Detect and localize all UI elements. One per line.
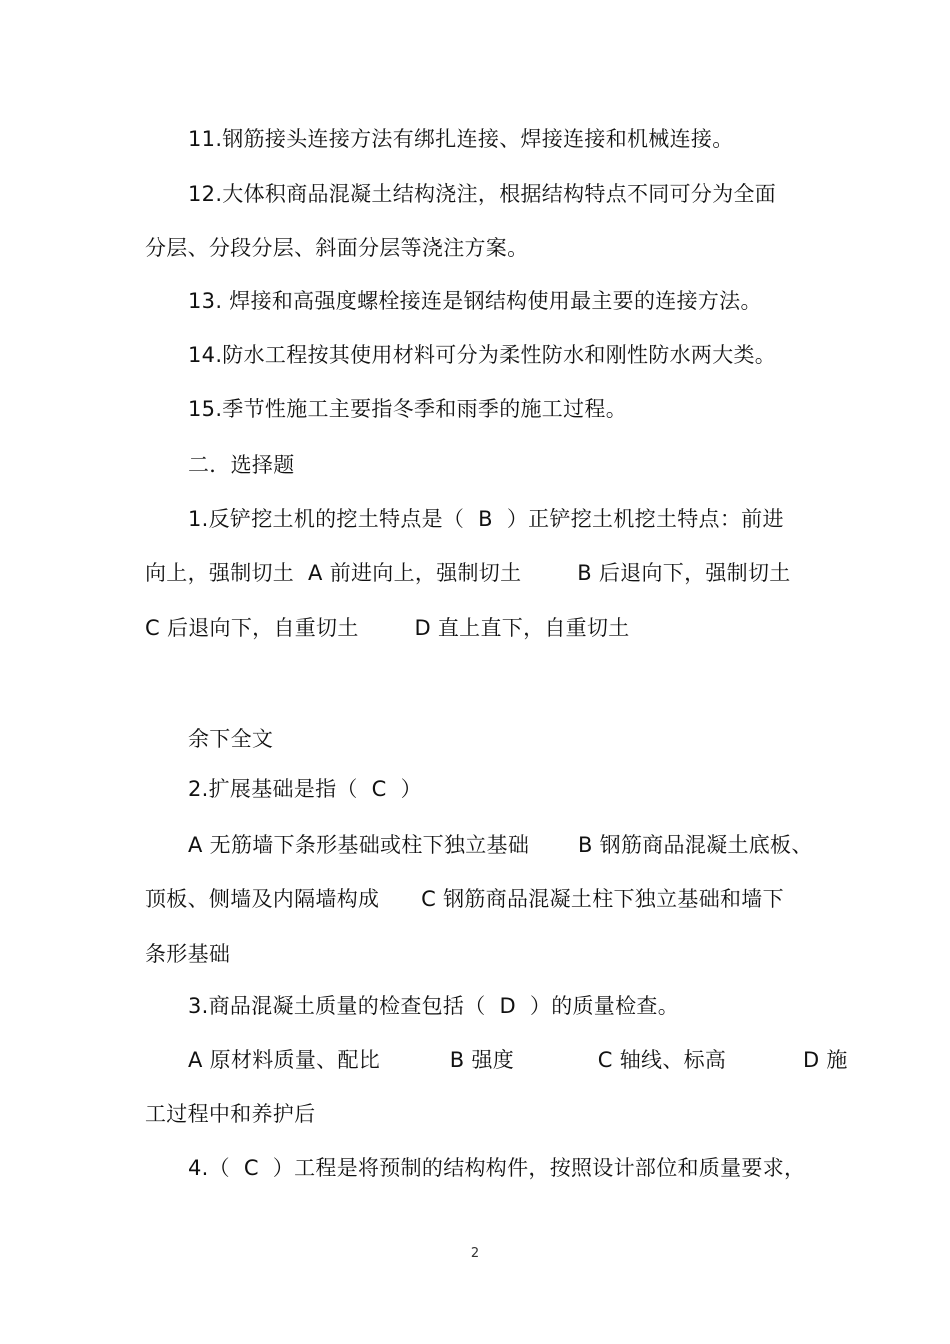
- page-number: 2: [470, 1246, 480, 1261]
- item-15: 15.季节性施工主要指冬季和雨季的施工过程。: [188, 397, 627, 421]
- item-13: 13. 焊接和高强度螺栓接连是钢结构使用最主要的连接方法。: [188, 289, 762, 313]
- question-1-line-3: C 后退向下，自重切土 D 直上直下，自重切土: [145, 616, 630, 640]
- question-2-line-4: 条形基础: [145, 942, 231, 966]
- remaining-text-label: 余下全文: [188, 727, 274, 751]
- question-2-line-3: 顶板、侧墙及内隔墙构成 C 钢筋商品混凝土柱下独立基础和墙下: [145, 887, 784, 911]
- item-11: 11.钢筋接头连接方法有绑扎连接、焊接连接和机械连接。: [188, 127, 734, 151]
- question-2-line-2: A 无筋墙下条形基础或柱下独立基础 B 钢筋商品混凝土底板、: [188, 833, 813, 857]
- question-1-line-2: 向上，强制切土 A 前进向上，强制切土 B 后退向下，强制切土: [145, 561, 791, 585]
- question-3-line-1: 3.商品混凝土质量的检查包括（ D ）的质量检查。: [188, 994, 680, 1018]
- item-14: 14.防水工程按其使用材料可分为柔性防水和刚性防水两大类。: [188, 343, 777, 367]
- question-2-line-1: 2.扩展基础是指（ C ）: [188, 777, 422, 801]
- question-4-line-1: 4.（ C ）工程是将预制的结构构件，按照设计部位和质量要求，: [188, 1156, 806, 1180]
- question-3-line-3: 工过程中和养护后: [145, 1102, 316, 1126]
- question-3-line-2: A 原材料质量、配比 B 强度 C 轴线、标高 D 施: [188, 1048, 848, 1072]
- item-12-line-2: 分层、分段分层、斜面分层等浇注方案。: [145, 236, 529, 260]
- section-heading: 二．选择题: [188, 453, 295, 477]
- question-1-line-1: 1.反铲挖土机的挖土特点是（ B ）正铲挖土机挖土特点：前进: [188, 507, 784, 531]
- item-12-line-1: 12.大体积商品混凝土结构浇注，根据结构特点不同可分为全面: [188, 182, 777, 206]
